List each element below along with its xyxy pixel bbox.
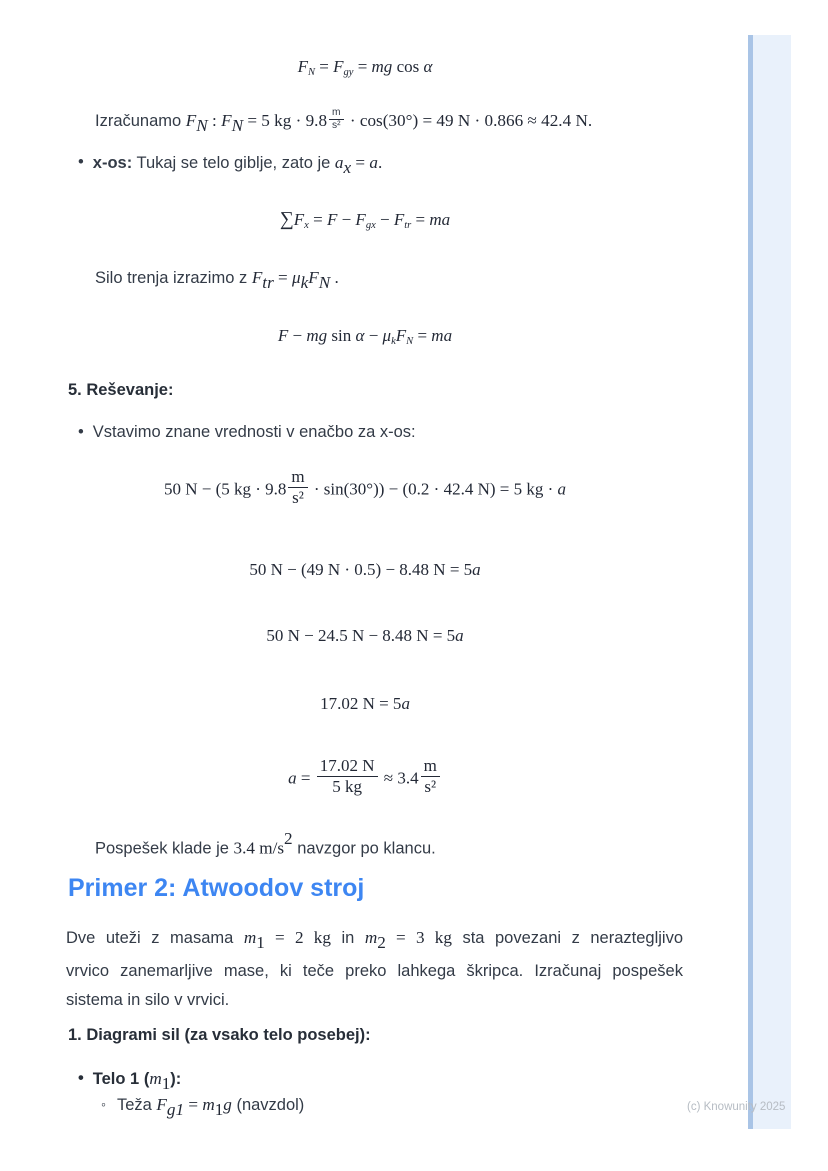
formula-step-3: 50 N − 24.5 N − 8.48 N = 5a	[266, 626, 464, 645]
bullet-disc-icon: •	[78, 423, 84, 441]
page-heading-primer2: Primer 2: Atwoodov stroj	[68, 874, 365, 902]
bullet-disc-icon: •	[78, 1069, 84, 1087]
paragraph-line: Dve uteži z masama m1 = 2 kg in m2 = 3 kg sta povezani z neraztegljivo	[66, 928, 684, 952]
formula-step-2: 50 N − (49 N · 0.5) − 8.48 N = 5a	[249, 560, 481, 579]
text-line-calc-fn: Izračunamo FN : FN = 5 kg · 9.8 $\frac{m}{\text{s²}}$ · cos(30°) = 49 N · 0.866 ≈ 42.4 N.	[95, 107, 593, 135]
formula-substituted-values: 50 N − (5 kg · 9.8 $\frac{m}{\text{s²}}$ · sin(30°)) − (0.2 · 42.4 N) = 5 kg · a	[163, 467, 567, 507]
sub-bullet-text-teza: Teža Fg1 = m1g (navzdol)	[116, 1095, 305, 1119]
formula-normal-force: FN = Fgy = mg cos α	[297, 57, 433, 78]
bullet-item-xos	[78, 153, 382, 178]
bullet-text-xos: x-os: Tukaj se telo giblje, zato je ax = a.	[92, 153, 383, 177]
section-heading-diagrami: 1. Diagrami sil (za vsako telo posebej):	[68, 1026, 371, 1044]
paragraph-atwood	[66, 923, 683, 1015]
paragraph-line: sistema in silo v vrvici.	[66, 990, 230, 1009]
text-line-pospesek: Pospešek klade je 3.4 m/s2 navzgor po klancu.	[95, 829, 436, 858]
scrollbar-track[interactable]	[748, 35, 791, 1129]
formula-x-axis-equation: F − mg sin α − μkFN = ma	[277, 326, 453, 347]
formula-acceleration-result: a = $\frac{17.02 N}{5 kg}$ ≈ 3.4 $\frac{m}{\text{s²}}$	[70, 757, 660, 796]
bullet-text-vstavimo: Vstavimo znane vrednosti v enačbo za x-os:	[92, 423, 416, 441]
formula-sum-fx: ∑Fx = F − Fgx − Ftr = ma	[279, 209, 451, 231]
sub-bullet-item-teza	[101, 1095, 304, 1120]
bullet-item-vstavimo	[78, 423, 416, 442]
formula-step-4: 17.02 N = 5a	[320, 694, 410, 713]
bullet-item-telo1	[78, 1069, 181, 1094]
bullet-circle-icon: ◦	[101, 1096, 106, 1112]
text-line-trenje: Silo trenja izrazimo z Ftr = μkFN .	[95, 268, 339, 292]
bullet-text-telo1: Telo 1 (m1):	[92, 1069, 182, 1093]
watermark-copyright: (c) Knowunity 2025	[687, 1101, 786, 1113]
bullet-disc-icon: •	[78, 153, 84, 171]
section-heading-resevanje: 5. Reševanje:	[68, 381, 174, 399]
paragraph-line: vrvico zanemarljive mase, ki teče preko lahkega škripca. Izračunaj pospešek	[66, 961, 683, 980]
